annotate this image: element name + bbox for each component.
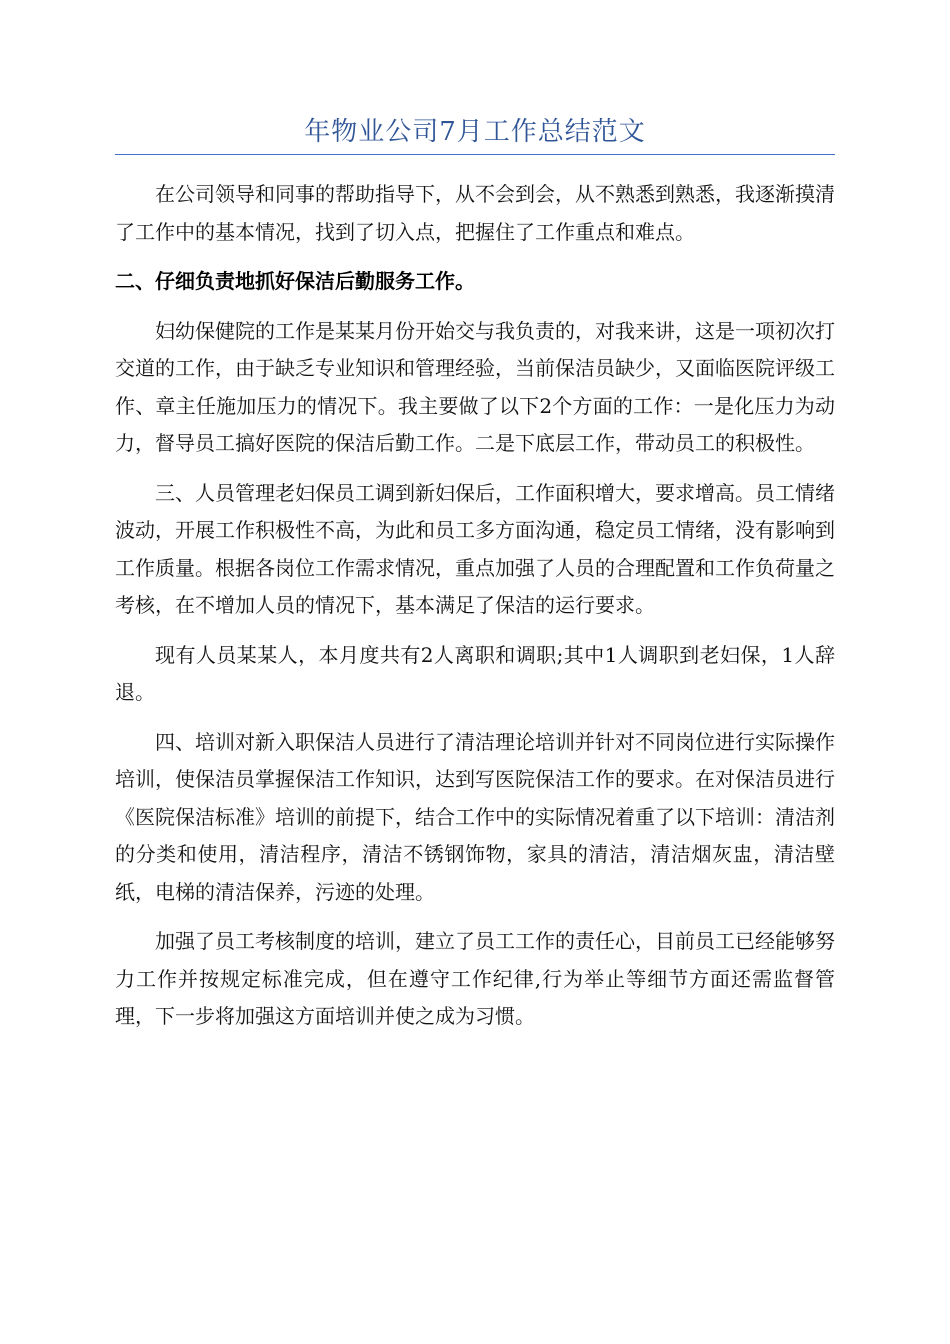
- section-heading-2: 二、仔细负责地抓好保洁后勤服务工作。: [115, 269, 475, 293]
- paragraph-staff-count: 现有人员某某人，本月度共有2人离职和调职;其中1人调职到老妇保，1人辞退。: [115, 642, 835, 704]
- paragraph-assessment: 加强了员工考核制度的培训，建立了员工工作的责任心，目前员工已经能够努力工作并按规定标准完成，但在遵守工作纪律,行为举止等细节方面还需监督管理，下一步将加强这方面培训并使之成为习惯。: [115, 929, 835, 1028]
- paragraph-hospital-work: 妇幼保健院的工作是某某月份开始交与我负责的，对我来讲，这是一项初次打交道的工作，由于缺乏专业知识和管理经验，当前保洁员缺少，又面临医院评级工作、章主任施加压力的情况下。我主要做了以下2个方面的工作：一是化压力为动力，督导员工搞好医院的保洁后勤工作。二是下底层工作，带动员工的积极性。: [115, 318, 835, 455]
- document-body: [115, 176, 835, 1048]
- paragraph-intro: 在公司领导和同事的帮助指导下，从不会到会，从不熟悉到熟悉，我逐渐摸清了工作中的基本情况，找到了切入点，把握住了工作重点和难点。: [115, 182, 835, 244]
- document-title: 年物业公司7月工作总结范文: [304, 117, 646, 147]
- paragraph-training: 四、培训对新入职保洁人员进行了清洁理论培训并针对不同岗位进行实际操作培训，使保洁员掌握保洁工作知识，达到写医院保洁工作的要求。在对保洁员进行《医院保洁标准》培训的前提下，结合工作中的实际情况着重了以下培训：清洁剂的分类和使用，清洁程序，清洁不锈钢饰物，家具的清洁，清洁烟灰盅，清洁壁纸，电梯的清洁保养，污迹的处理。: [115, 729, 835, 904]
- title-underline: [115, 154, 835, 155]
- paragraph-staff-management: 三、人员管理老妇保员工调到新妇保后，工作面积增大，要求增高。员工情绪波动，开展工作积极性不高，为此和员工多方面沟通，稳定员工情绪，没有影响到工作质量。根据各岗位工作需求情况，重点加强了人员的合理配置和工作负荷量之考核，在不增加人员的情况下，基本满足了保洁的运行要求。: [115, 480, 835, 617]
